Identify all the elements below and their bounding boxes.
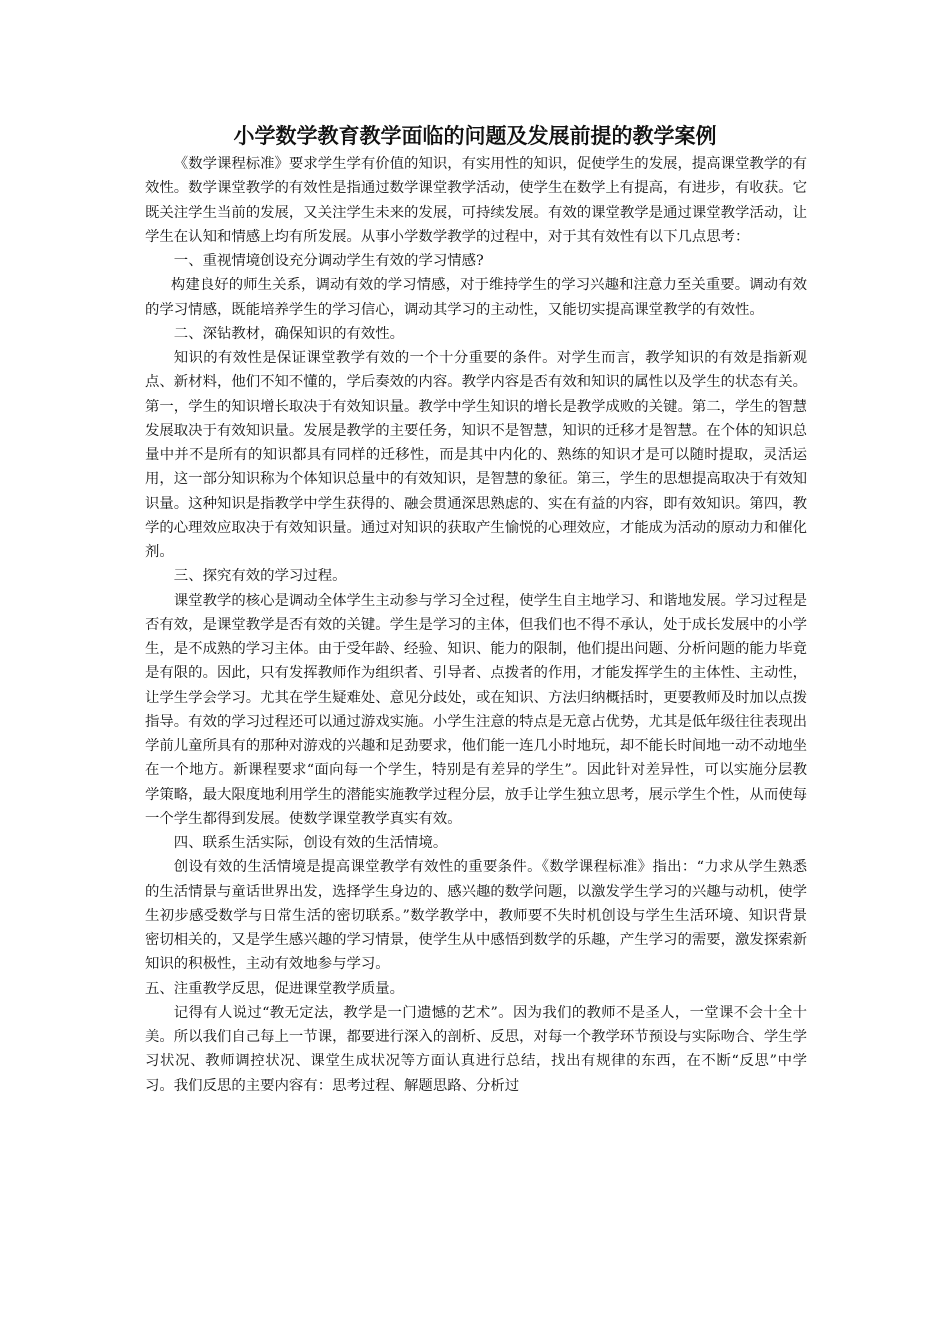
intro-paragraph: 《数学课程标准》要求学生学有价值的知识，有实用性的知识，促使学生的发展，提高课堂教学的有效性。数学课堂教学的有效性是指通过数学课堂教学活动，使学生在数学上有提高，有进步，有收获。它既关注学生当前的发展，又关注学生未来的发展，可持续发展。有效的课堂教学是通过课堂教学活动，让学生在认知和情感上均有所发展。从事小学数学教学的过程中，对于其有效性有以下几点思考： [145,156,807,245]
section-heading-5: 五、注重教学反思，促进课堂教学质量。 [145,980,405,997]
section-4-paragraph: 创设有效的生活情境是提高课堂教学有效性的重要条件。《数学课程标准》指出：“力求从学生熟悉的生活情景与童话世界出发，选择学生身边的、感兴趣的数学问题，以激发学生学习的兴趣与动机，使学生初步感受数学与日常生活的密切联系。”数学教学中，教师要不失时机创设与学生生活环境、知识背景密切相关的，又是学生感兴趣的学习情景，使学生从中感悟到数学的乐趣，产生学习的需要，激发探索新知识的积极性，主动有效地参与学习。 [145,859,807,973]
section-3-paragraph: 课堂教学的核心是调动全体学生主动参与学习全过程，使学生自主地学习、和谐地发展。学习过程是否有效，是课堂教学是否有效的关键。学生是学习的主体，但我们也不得不承认，处于成长发展中的小学生，是不成熟的学习主体。由于受年龄、经验、知识、能力的限制，他们提出问题、分析问题的能力毕竟是有限的。因此，只有发挥教师作为组织者、引导者、点拨者的作用，才能发挥学生的主体性、主动性，让学生学会学习。尤其在学生疑难处、意见分歧处，或在知识、方法归纳概括时，更要教师及时加以点拨指导。有效的学习过程还可以通过游戏实施。小学生注意的特点是无意占优势，尤其是低年级往往表现出学前儿童所具有的那种对游戏的兴趣和足劲要求，他们能一连几小时地玩，却不能长时间地一动不动地坐在一个地方。新课程要求“面向每一个学生，特别是有差异的学生”。因此针对差异性，可以实施分层教学策略，最大限度地利用学生的潜能实施教学过程分层，放手让学生独立思考，展示学生个性，从而使每一个学生都得到发展。使数学课堂教学真实有效。 [145,592,807,827]
section-heading-2: 二、深钻教材，确保知识的有效性。 [173,325,405,342]
section-2-paragraph: 知识的有效性是保证课堂教学有效的一个十分重要的条件。对学生而言，教学知识的有效是指新观点、新材料，他们不知不懂的，学后奏效的内容。教学内容是否有效和知识的属性以及学生的状态有关。第一，学生的知识增长取决于有效知识量。教学中学生知识的增长是教学成败的关键。第二，学生的智慧发展取决于有效知识量。发展是教学的主要任务，知识不是智慧，知识的迁移才是智慧。在个体的知识总量中并不是所有的知识都具有同样的迁移性，而是其中内化的、熟练的知识才是可以随时提取，灵活运用，这一部分知识称为个体知识总量中的有效知识，是智慧的象征。第三，学生的思想提高取决于有效知识量。这种知识是指教学中学生获得的、融会贯通深思熟虑的、实在有益的内容，即有效知识。第四，教学的心理效应取决于有效知识量。通过对知识的获取产生愉悦的心理效应，才能成为活动的原动力和催化剂。 [145,350,807,560]
document-body [145,152,807,1098]
section-heading-1: 一、重视情境创设充分调动学生有效的学习情感? [173,253,484,269]
document-title: 小学数学教育教学面临的问题及发展前提的教学案例 [233,124,717,148]
section-5-paragraph: 记得有人说过“教无定法，教学是一门遗憾的艺术”。因为我们的教师不是圣人，一堂课不会十全十美。所以我们自己每上一节课，都要进行深入的剖析、反思，对每一个教学环节预设与实际吻合、学生学习状况、教师调控状况、课堂生成状况等方面认真进行总结，找出有规律的东西，在不断“反思”中学习。我们反思的主要内容有：思考过程、解题思路、分析过 [145,1004,807,1094]
section-1-paragraph: 构建良好的师生关系，调动有效的学习情感，对于维持学生的学习兴趣和注意力至关重要。调动有效的学习情感，既能培养学生的学习信心，调动其学习的主动性，又能切实提高课堂教学的有效性。 [145,277,807,318]
section-heading-3: 三、探究有效的学习过程。 [173,568,347,585]
section-heading-4: 四、联系生活实际，创设有效的生活情境。 [173,835,448,851]
